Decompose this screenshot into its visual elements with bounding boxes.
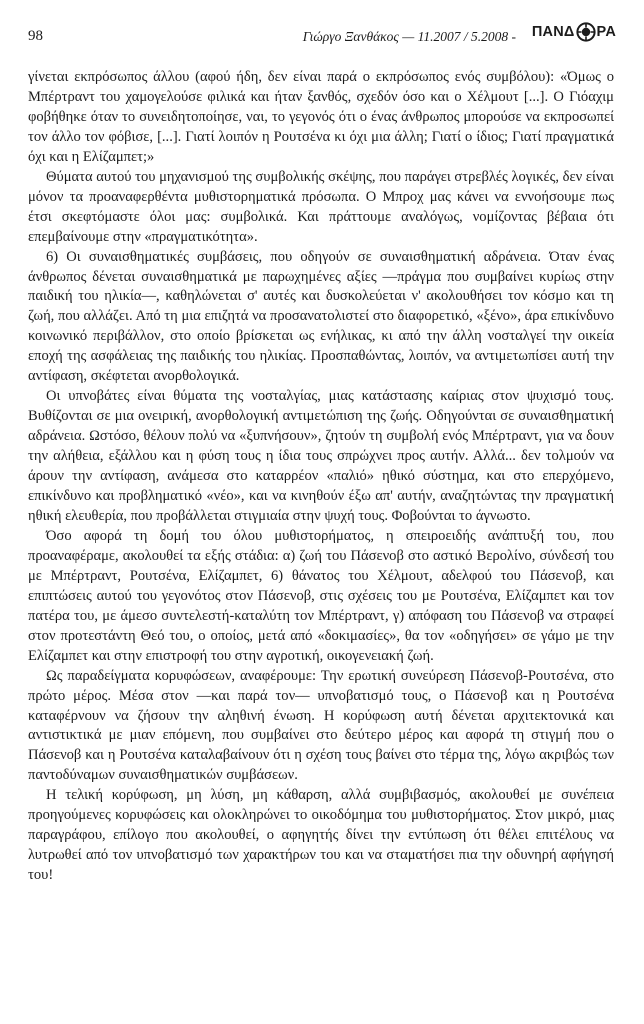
- paragraph-1: γίνεται εκπρόσωπος άλλου (αφού ήδη, δεν είναι παρά ο εκπρόσωπος ενός συμβόλου): «Όμως ο Μπέρτραντ του χαμογελούσε φιλικά και ήταν ξανθός, σχεδόν όσο και ο Χέλμουτ [...]. Ο Γιόαχιμ φοβήθηκε όταν το συνειδητοποίησε, ναι, το γεγονός ότι ο ένας άνθρωπος μπορούσε να εκπροσωπεί τον άλλο τον φόβισε, [...]. Γιατί λοιπόν η Ρουτσένα κι όχι μια άλλη; Γιατί ο ίδιος; Γιατί πραγματικά όχι και η Ελίζαμπετ;»: [28, 69, 614, 165]
- running-head: Γιώργο Ξανθάκος — 11.2007 / 5.2008 -: [302, 29, 516, 44]
- logo-text-end: ΡΑ: [596, 24, 616, 40]
- pandora-logo: [532, 22, 616, 42]
- paragraph-4: Οι υπνοβάτες είναι θύματα της νοσταλγίας, μιας κατάστασης καίριας στον ψυχισμό τους. Βυθίζονται σε μια ονειρική, ανορθολογική αντιμετώπιση της ζωής. Οδηγούνται σε συναισθηματική αδράνεια. Ωστόσο, θέλουν πολύ να «ξυπνήσουν», ζητούν τη συμβολή ενός Μπέρτραντ, για να δουν την αλήθεια, εξάλλου και η φύση τους η ίδια τους σπρώχνει προς αυτήν. Αλλά... δεν τολμούν να άρουν την αντίφαση, ανάμεσα στο καταρρέον «παλιό» ηθικό σύστημα, και στο επερχόμενο, επικίνδυνο και προβληματικό «νέο», και να κινηθούν έξω απ' αυτήν, αναζητώντας την πραγματική ηθική ελευθερία, που προβάλλεται στιγμιαία στην ψυχή τους. Φοβούνται το άγνωστο.: [28, 388, 614, 524]
- page-number: 98: [28, 28, 43, 44]
- paragraph-5: Όσο αφορά τη δομή του όλου μυθιστορήματος, η σπειροειδής ανάπτυξή του, που προαναφέραμε, ακολουθεί τα εξής στάδια: α) ζωή του Πάσενοβ στο αστικό Βερολίνο, σύνδεσή του με Μπέρτραντ, Ρουτσένα, Ελίζαμπετ, 6) θάνατος του Χέλμουτ, αδελφού του Πάσενοβ, και επιπτώσεις αυτού του γεγονότος στον Πάσενοβ, στις σχέσεις του με Ρουτσένα, Ελίζαμπετ και τον πατέρα του, με άμεσο συντελεστή-καταλύτη τον Μπέρτραντ, γ) απόφαση του Πάσενοβ να στραφεί στον προτεστάντη Θεό του, ο οποίος, μετά από «δοκιμασίες», θα τον «οδηγήσει» σε γάμο με την Ελίζαμπετ και στην επιστροφή του στην αγροτική, οικογενειακή ζωή.: [28, 527, 614, 664]
- body-text: [28, 68, 614, 886]
- paragraph-3: 6) Οι συναισθηματικές συμβάσεις, που οδηγούν σε συναισθηματική αδράνεια. Όταν ένας άνθρωπος δένεται συναισθηματικά με παρωχημένες αξίες —πράγμα που συμβαίνει κυρίως στην παιδική του ηλικία—, καθηλώνεται σ' αυτές και δυσκολεύεται ν' ακολουθήσει τον κόσμο και τη ζωή, που αλλάζει. Από τη μια επιζητά να προσανατολιστεί στο διαφορετικό, «ξένο», άρα επικίνδυνο κοινωνικό περιβάλλον, στο οποίο βρίσκεται ως ενήλικας, κι από την άλλη νοσταλγεί την οικεία εποχή της ασφάλειας της παιδικής του ηλικίας. Προσπαθώντας, λοιπόν, να αντιμετωπίσει αυτή την αντίφαση, σκέφτεται ανορθολογικά.: [28, 248, 614, 385]
- page-header: [28, 20, 616, 46]
- pandora-emblem-icon: [576, 22, 596, 42]
- logo-text-start: ΠΑΝΔ: [531, 24, 575, 40]
- paragraph-2: Θύματα αυτού του μηχανισμού της συμβολικής σκέψης, που παράγει στρεβλές λογικές, δεν είναι μόνον τα προαναφερθέντα μυθιστορηματικά πρόσωπα. Ο Μπροχ μας κάνει να εννοήσουμε πως έτσι σκεφτόμαστε όλοι μας: συμβολικά. Και πράττουμε αναλόγως, νομίζοντας βέβαια ότι επεμβαίνουμε στην «πραγματικότητα».: [28, 168, 614, 245]
- paragraph-6: Ως παραδείγματα κορυφώσεων, αναφέρουμε: Την ερωτική συνεύρεση Πάσενοβ-Ρουτσένα, στο πρώτο μέρος. Μέσα στον —και παρά τον— υπνοβατισμό τους, ο Πάσενοβ και η Ρουτσένα καταφέρνουν να ζήσουν την αληθινή ένωση. Η κορύφωση αυτή δένεται αρχιτεκτονικά και αντιστικτικά με μιαν επόμενη, που συμβαίνει στο δεύτερο μέρος και αφορά τη στιγμή που ο Πάσενοβ και η Ρουτσένα καταλαβαίνουν ότι η σχέση τους βαίνει στο τέρμα της, λόγω ακριβώς των παντοδύναμων συναισθηματικών συμβάσεων.: [28, 667, 614, 784]
- paragraph-7: Η τελική κορύφωση, μη λύση, μη κάθαρση, αλλά συμβιβασμός, ακολουθεί με συνέπεια προηγούμενες κορυφώσεις και ολοκληρώνει το οικοδόμημα του μυθιστορήματος. Στον μικρό, μιας παραγράφου, επίλογο που ακολουθεί, ο αφηγητής δίνει την εντύπωση ότι θέλει επιτέλους να λυτρωθεί από τον υπνοβατισμό των χαρακτήρων του και να σταματήσει πια την οδυνηρή αφήγησή του!: [28, 787, 614, 884]
